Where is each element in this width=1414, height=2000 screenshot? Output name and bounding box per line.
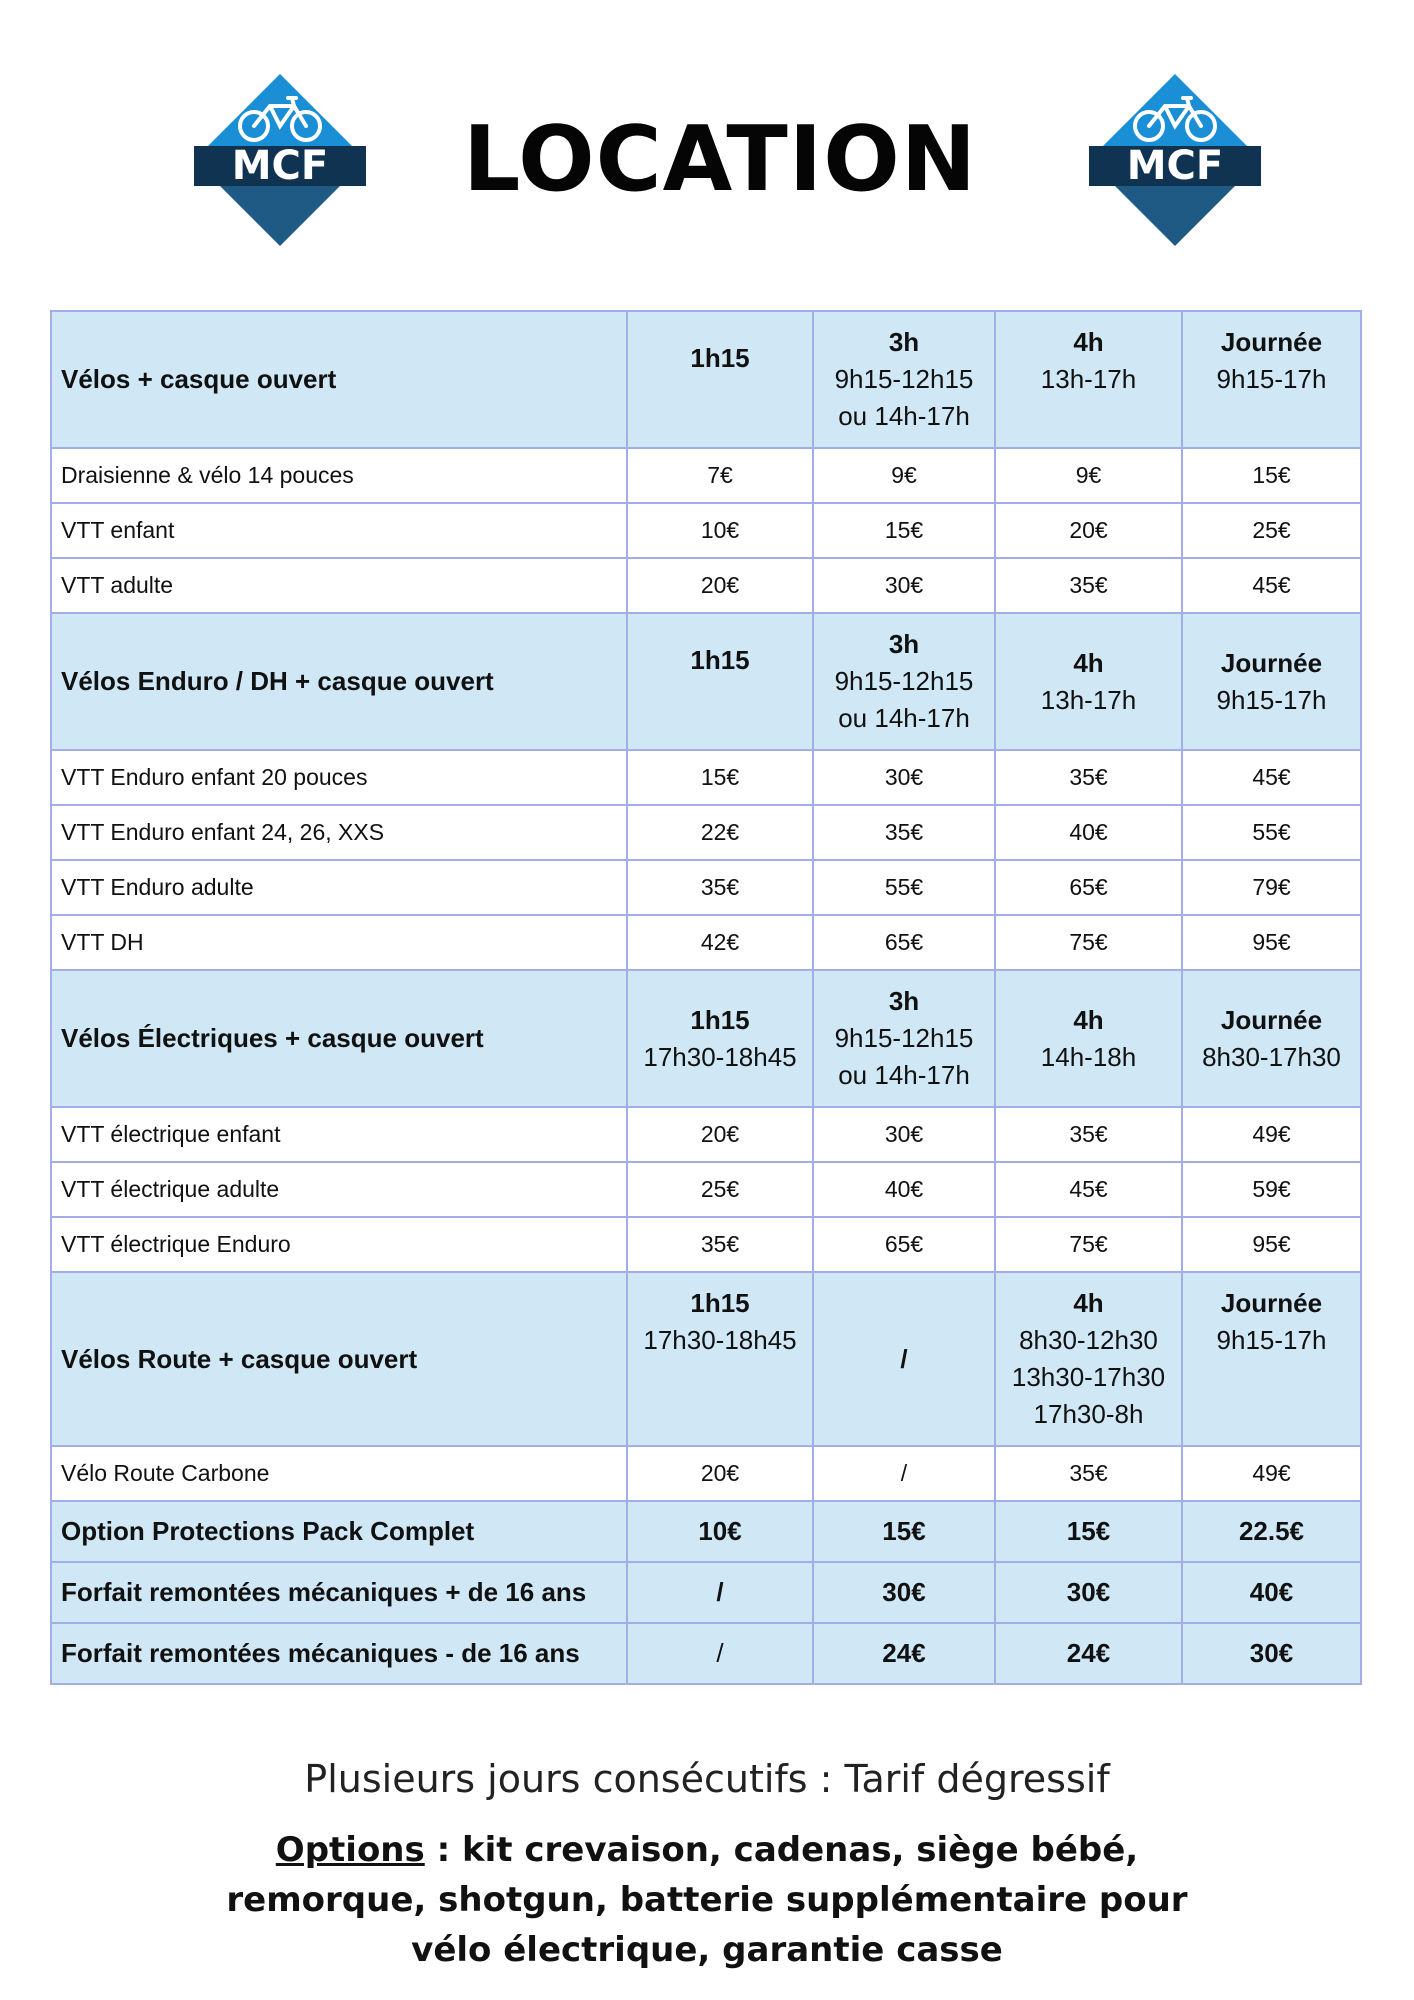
price-cell: 40€ [1182, 1562, 1361, 1623]
price-cell: 59€ [1182, 1162, 1361, 1217]
price-cell: 45€ [1182, 558, 1361, 613]
price-cell: 75€ [995, 1217, 1182, 1272]
price-cell: 20€ [995, 503, 1182, 558]
option-name: Forfait remontées mécaniques + de 16 ans [51, 1562, 627, 1623]
period-label: 1h15 [690, 1004, 750, 1035]
price-cell: 9€ [813, 448, 995, 503]
period-hours: 9h15-17h [1216, 1325, 1327, 1355]
mcf-logo-right [1085, 70, 1265, 250]
period-hours: 14h-18h [1040, 1041, 1137, 1072]
period-header [1182, 613, 1361, 750]
price-cell: 45€ [1182, 750, 1361, 805]
price-cell: 24€ [813, 1623, 995, 1684]
price-cell: 75€ [995, 915, 1182, 970]
price-cell: 55€ [813, 860, 995, 915]
price-cell: 55€ [1182, 805, 1361, 860]
price-cell: 42€ [627, 915, 813, 970]
table-row [51, 860, 1361, 915]
table-row [51, 1162, 1361, 1217]
options-note [0, 1825, 1414, 1975]
price-cell: 40€ [995, 805, 1182, 860]
bike-type: VTT électrique Enduro [51, 1217, 627, 1272]
price-cell: 30€ [995, 1562, 1182, 1623]
bike-type: VTT électrique enfant [51, 1107, 627, 1162]
period-hours: 17h30-18h45 [643, 1325, 797, 1355]
bike-type: VTT adulte [51, 558, 627, 613]
period-label: 4h [1073, 327, 1104, 357]
period-label: 4h [1073, 1288, 1104, 1318]
price-cell: 25€ [1182, 503, 1361, 558]
price-cell: / [627, 1562, 813, 1623]
option-row [51, 1623, 1361, 1684]
price-cell: 95€ [1182, 915, 1361, 970]
table-row [51, 1446, 1361, 1501]
price-cell: 22€ [627, 805, 813, 860]
price-cell: 20€ [627, 558, 813, 613]
price-cell: 45€ [995, 1162, 1182, 1217]
price-cell: 10€ [627, 503, 813, 558]
table-row [51, 915, 1361, 970]
period-label: Journée [1220, 1004, 1323, 1035]
period-header [995, 1272, 1182, 1446]
price-cell: 9€ [995, 448, 1182, 503]
period-header [995, 613, 1182, 750]
bike-type: VTT électrique adulte [51, 1162, 627, 1217]
price-cell: 15€ [1182, 448, 1361, 503]
options-label: Options [275, 1830, 425, 1870]
logo-text: MCF [1126, 143, 1224, 189]
option-row [51, 1562, 1361, 1623]
price-cell: 20€ [627, 1107, 813, 1162]
period-label: 4h [1073, 647, 1104, 678]
bike-type: VTT DH [51, 915, 627, 970]
bike-type: Draisienne & vélo 14 pouces [51, 448, 627, 503]
rental-price-table [50, 310, 1362, 1685]
price-cell: 35€ [995, 558, 1182, 613]
period-header [995, 970, 1182, 1107]
period-hours: 13h-17h [1040, 684, 1137, 715]
price-cell: 79€ [1182, 860, 1361, 915]
option-name: Forfait remontées mécaniques - de 16 ans [51, 1623, 627, 1684]
price-cell: 49€ [1182, 1446, 1361, 1501]
period-hours: 9h15-12h15 ou 14h-17h [834, 1023, 974, 1090]
period-hours: 17h30-18h45 [643, 1041, 797, 1072]
period-header [813, 1272, 995, 1446]
period-label: 1h15 [690, 343, 750, 373]
logo-text: MCF [231, 143, 329, 189]
price-cell: 10€ [627, 1501, 813, 1562]
price-cell: 22.5€ [1182, 1501, 1361, 1562]
section-header-row [51, 311, 1361, 448]
mcf-logo-left [190, 70, 370, 250]
bike-type: VTT Enduro enfant 20 pouces [51, 750, 627, 805]
period-hours: 13h-17h [1040, 364, 1137, 394]
section-title: Vélos Route + casque ouvert [51, 1272, 627, 1446]
price-cell: 30€ [813, 750, 995, 805]
price-cell: 35€ [995, 750, 1182, 805]
period-header [813, 311, 995, 448]
section-title: Vélos Électriques + casque ouvert [51, 970, 627, 1107]
section-header-row [51, 613, 1361, 750]
period-label: Journée [1220, 1288, 1323, 1318]
price-cell: 35€ [995, 1446, 1182, 1501]
price-cell: 30€ [813, 1107, 995, 1162]
page-title: LOCATION [462, 107, 978, 212]
price-cell: 15€ [813, 1501, 995, 1562]
bike-type: VTT Enduro adulte [51, 860, 627, 915]
option-row [51, 1501, 1361, 1562]
price-cell: 35€ [813, 805, 995, 860]
price-cell: 30€ [1182, 1623, 1361, 1684]
price-cell: 24€ [995, 1623, 1182, 1684]
period-header [1182, 1272, 1361, 1446]
table-row [51, 1217, 1361, 1272]
period-label: / [900, 1343, 908, 1374]
period-label: 1h15 [690, 645, 750, 675]
price-cell: / [627, 1623, 813, 1684]
price-cell: 35€ [627, 860, 813, 915]
price-cell: 30€ [813, 1562, 995, 1623]
period-label: Journée [1220, 327, 1323, 357]
option-name: Option Protections Pack Complet [51, 1501, 627, 1562]
period-label: Journée [1220, 647, 1323, 678]
price-cell: 25€ [627, 1162, 813, 1217]
period-hours: 9h15-12h15 ou 14h-17h [834, 666, 974, 733]
period-label: 3h [888, 629, 920, 659]
section-header-row [51, 970, 1361, 1107]
period-label: 3h [888, 327, 920, 357]
price-cell: 35€ [627, 1217, 813, 1272]
period-hours: 9h15-12h15 ou 14h-17h [834, 364, 974, 431]
period-label: 1h15 [690, 1288, 750, 1318]
table-row [51, 1107, 1361, 1162]
mcf-logo-shape [194, 74, 366, 246]
price-cell: 95€ [1182, 1217, 1361, 1272]
period-header [627, 970, 813, 1107]
table-row [51, 750, 1361, 805]
period-header [1182, 311, 1361, 448]
period-header [995, 311, 1182, 448]
price-cell: 65€ [813, 1217, 995, 1272]
period-header [627, 1272, 813, 1446]
price-cell: 49€ [1182, 1107, 1361, 1162]
price-cell: 15€ [627, 750, 813, 805]
bike-type: VTT enfant [51, 503, 627, 558]
mcf-logo-shape [1089, 74, 1261, 246]
section-title: Vélos Enduro / DH + casque ouvert [51, 613, 627, 750]
table-row [51, 448, 1361, 503]
period-label: 4h [1073, 1004, 1104, 1035]
price-cell: 30€ [813, 558, 995, 613]
price-cell: 7€ [627, 448, 813, 503]
table-row [51, 558, 1361, 613]
price-cell: 15€ [813, 503, 995, 558]
price-cell: 65€ [813, 915, 995, 970]
price-cell: 65€ [995, 860, 1182, 915]
period-hours: 9h15-17h [1216, 684, 1327, 715]
bike-type: VTT Enduro enfant 24, 26, XXS [51, 805, 627, 860]
table-row [51, 503, 1361, 558]
price-cell: 15€ [995, 1501, 1182, 1562]
period-header [627, 311, 813, 448]
period-label: 3h [888, 986, 920, 1016]
period-header [1182, 970, 1361, 1107]
period-header [813, 613, 995, 750]
period-header [627, 613, 813, 750]
bike-type: Vélo Route Carbone [51, 1446, 627, 1501]
period-hours: 9h15-17h [1216, 364, 1327, 394]
section-header-row [51, 1272, 1361, 1446]
period-header [813, 970, 995, 1107]
period-hours: 8h30-12h30 13h30-17h30 17h30-8h [1011, 1325, 1166, 1429]
table-row [51, 805, 1361, 860]
price-cell: / [813, 1446, 995, 1501]
period-hours: 8h30-17h30 [1202, 1041, 1341, 1072]
price-cell: 20€ [627, 1446, 813, 1501]
price-cell: 40€ [813, 1162, 995, 1217]
price-cell: 35€ [995, 1107, 1182, 1162]
options-text: : kit crevaison, cadenas, siège bébé, remorque, shotgun, batterie supplémentaire pour vélo électrique, garantie casse [226, 1830, 1188, 1970]
section-title: Vélos + casque ouvert [51, 311, 627, 448]
multi-day-note: Plusieurs jours consécutifs : Tarif dégressif [304, 1757, 1110, 1801]
